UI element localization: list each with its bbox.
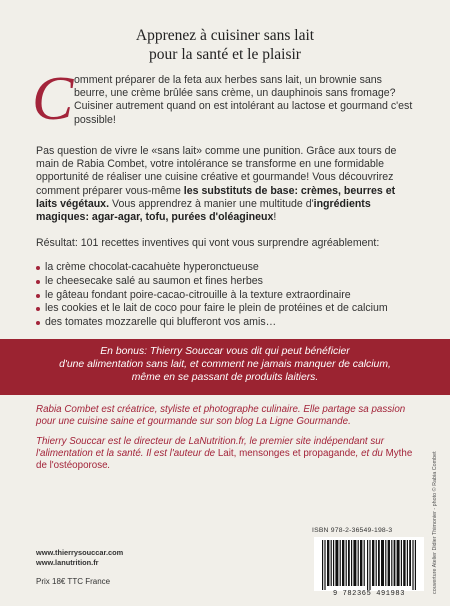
body-text-1: Pas question de vivre le «sans lait» comme une punition. Grâce aux tours de main de Rabia Combet, votre intolérance se transforme en une formidable opportunité de réaliser une cuisine créative et gourmande! Vous découvrirez comment préparer vous-même <box>36 145 397 197</box>
bullet-icon <box>36 266 40 270</box>
title-line-2: pour la santé et le plaisir <box>149 46 301 63</box>
website-links <box>36 548 123 568</box>
body-paragraph <box>36 145 418 224</box>
bullet-icon <box>36 321 40 325</box>
bullet-icon <box>36 307 40 311</box>
result-line: Résultat: 101 recettes inventives qui vont vous surprendre agréablement: <box>36 237 380 249</box>
barcode-bars-icon <box>314 537 424 591</box>
link-thierrysouccar[interactable]: www.thierrysouccar.com <box>36 548 124 557</box>
bonus-line-1: En bonus: Thierry Souccar vous dit qui peut bénéficier <box>100 346 350 357</box>
body-bold-substitutes: les substituts de base: crèmes, beurres et laits végétaux. <box>36 184 396 210</box>
drop-cap: C <box>32 65 74 133</box>
barcode-number: 9 782365 491983 <box>332 590 405 598</box>
recipe-list <box>36 261 426 330</box>
bonus-line-2: d'une alimentation sans lait, et comment ne jamais manquer de calcium, <box>59 359 391 370</box>
barcode <box>314 537 424 591</box>
back-cover-title <box>0 26 450 64</box>
list-item: le cheesecake salé au saumon et fines herbes <box>36 275 426 289</box>
list-item: les cookies et le lait de coco pour faire le plein de protéines et de calcium <box>36 302 426 316</box>
list-item: le gâteau fondant poire-cacao-citrouille à la texture extraordinaire <box>36 289 426 303</box>
book-title-lait: Lait, mensonges et propagande <box>217 448 356 459</box>
title-line-1: Apprenez à cuisiner sans lait <box>135 27 315 44</box>
bonus-line-3: même en se passant de produits laitiers. <box>131 372 319 383</box>
price-label: Prix 18€ TTC France <box>36 577 111 586</box>
cover-credit: couverture Atelier Didier Thimonier - photo © Rabia Combet <box>432 451 438 594</box>
list-item: des tomates mozzarelle qui blufferont vos amis… <box>36 316 426 330</box>
bonus-text <box>0 345 450 384</box>
body-bold-ingredients: ingrédients magiques: agar-agar, tofu, purées d'oléagineux <box>36 197 371 224</box>
author-bio-thierry: Thierry Souccar est le directeur de LaNutrition.fr, le premier site indépendant sur l'alimentation et la santé. Il est l'auteur de Lait, mensonges et propagande, et du Mythe de l'ostéoporose. <box>36 436 413 471</box>
intro-text: omment préparer de la feta aux herbes sans lait, un brownie sans beurre, une crème brûlée sans crème, un dauphinois sans fromage? Cuisiner autrement quand on est intolérant au lactose et gourmand c'est possible! <box>74 74 413 126</box>
body-text-2: Vous apprendrez à manier une multitude d' <box>109 197 314 210</box>
book-title-mythe: Mythe de l'ostéoporose <box>36 448 413 471</box>
link-lanutrition[interactable]: www.lanutrition.fr <box>36 558 99 567</box>
bullet-icon <box>36 280 40 284</box>
intro-paragraph <box>32 65 416 133</box>
author-bio-rabia: Rabia Combet est créatrice, styliste et photographe culinaire. Elle partage sa passion pour une cuisine saine et gourmande sur son blog La Ligne Gourmande. <box>36 404 406 427</box>
body-text-3: ! <box>273 211 277 224</box>
isbn-label: ISBN 978-2-36549-198-3 <box>312 527 393 534</box>
bullet-icon <box>36 294 40 298</box>
list-item: la crème chocolat-cacahuète hyperonctueuse <box>36 261 426 275</box>
